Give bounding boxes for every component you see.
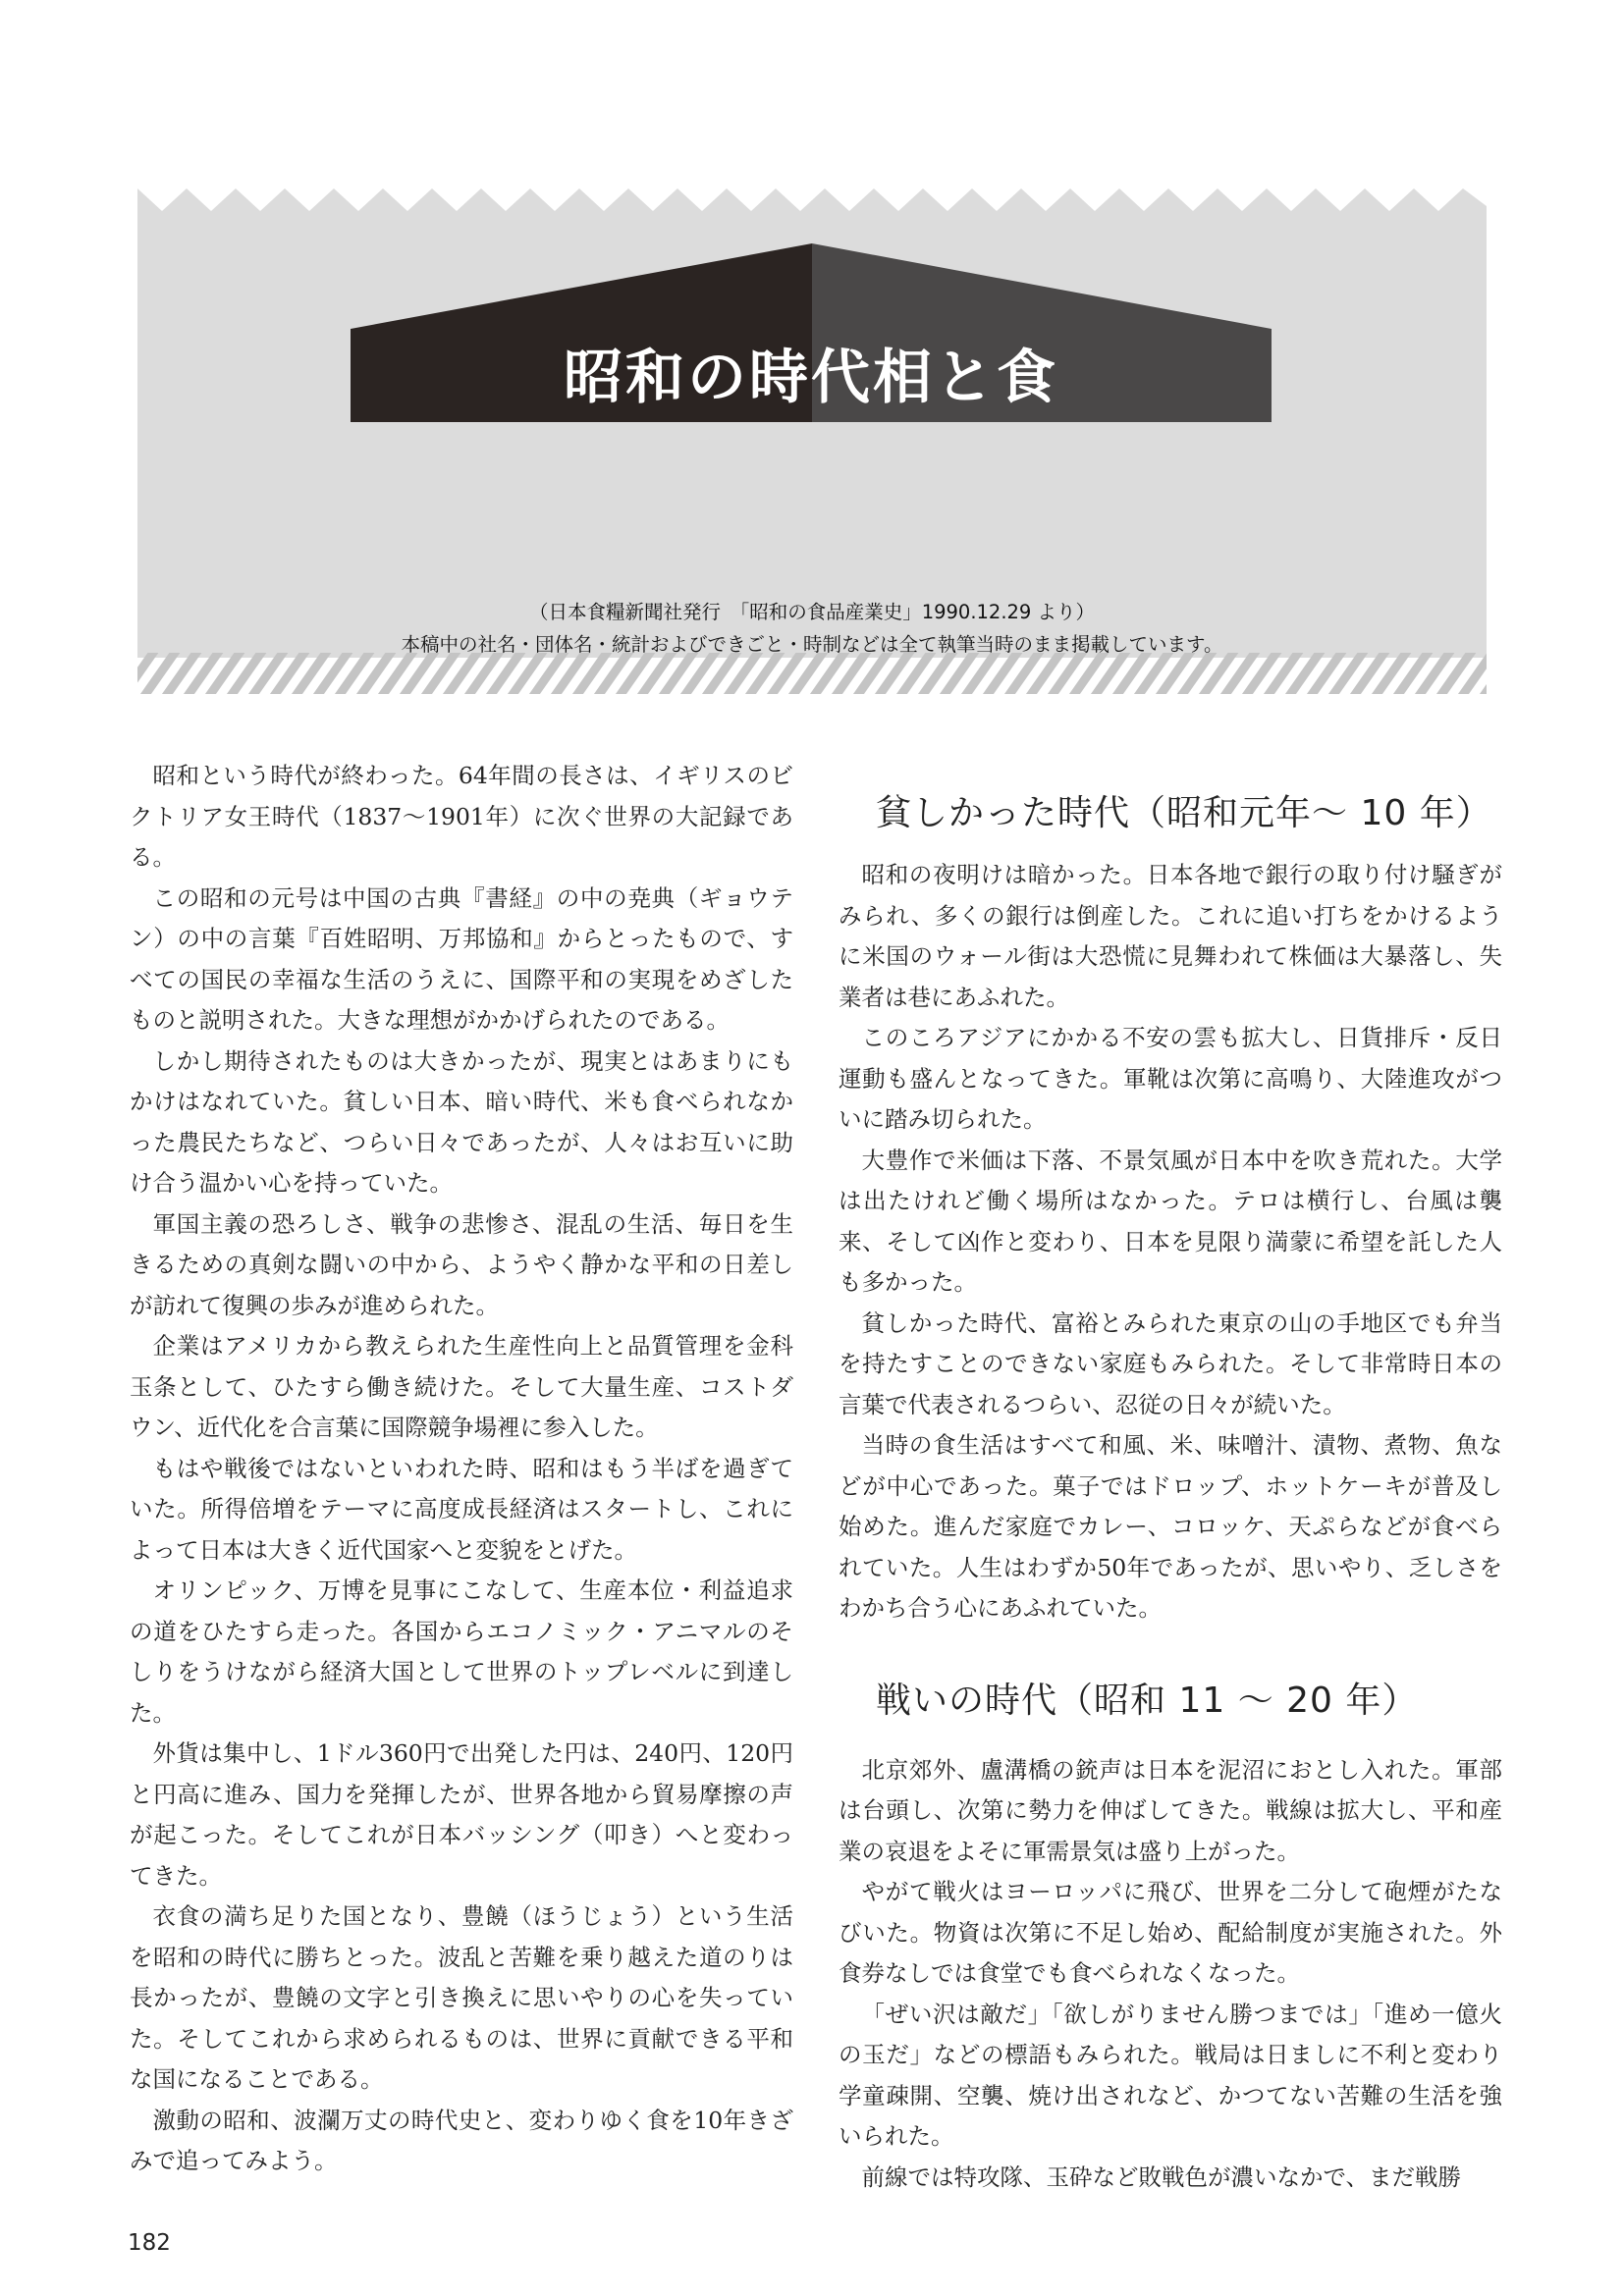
paragraph: 「ぜい沢は敵だ」「欲しがりません勝つまでは」「進め一億火の玉だ」などの標語もみられた。戦局は日ましに不利と変わり学童疎開、空襲、焼け出されなど、かつてない苦難の生活を強いられた。 bbox=[839, 2000, 1502, 2150]
paragraph: 昭和という時代が終わった。64年間の長さは、イギリスのビクトリア女王時代（1837～1901年）に次ぐ世界の大記録である。 bbox=[130, 762, 793, 871]
paragraph: 北京郊外、盧溝橋の銃声は日本を泥沼におとし入れた。軍部は台頭し、次第に勢力を伸ばしてきた。戦線は拡大し、平和産業の哀退をよそに軍需景気は盛り上がった。 bbox=[839, 1755, 1502, 1865]
paragraph: 企業はアメリカから教えられた生産性向上と品質管理を金科玉条として、ひたすら働き続けた。そして大量生産、コストダウン、近代化を合言葉に国際競争場裡に参入した。 bbox=[130, 1332, 793, 1441]
paragraph: 貧しかった時代、富裕とみられた東京の山の手地区でも弁当を持たすことのできない家庭もみられた。そして非常時日本の言葉で代表されるつらい、忍従の日々が続いた。 bbox=[839, 1308, 1502, 1418]
paragraph: オリンピック、万博を見事にこなして、生産本位・利益追求の道をひたすら走った。各国からエコノミック・アニマルのそしりをうけながら経済大国として世界のトップレベルに到達した。 bbox=[130, 1576, 793, 1727]
banner-stripe-band bbox=[137, 653, 1487, 694]
left-column bbox=[130, 756, 793, 2182]
paragraph: 激動の昭和、波瀾万丈の時代史と、変わりゆく食を10年きざみで追ってみよう。 bbox=[130, 2106, 793, 2174]
page-title: 昭和の時代相と食 bbox=[564, 344, 1058, 412]
paragraph: 前線では特攻隊、玉砕など敗戦色が濃いなかで、まだ戦勝 bbox=[861, 2163, 1462, 2191]
paragraph: 軍国主義の恐ろしさ、戦争の悲惨さ、混乱の生活、毎日を生きるための真剣な闘いの中から、ようやく静かな平和の日差しが訪れて復興の歩みが進められた。 bbox=[130, 1209, 793, 1319]
paragraph: 当時の食生活はすべて和風、米、味噌汁、漬物、煮物、魚などが中心であった。菓子ではドロップ、ホットケーキが普及し始めた。進んだ家庭でカレー、コロッケ、天ぷらなどが食べられていた。人生はわずか50年であったが、思いやり、乏しさをわかち合う心にあふれていた。 bbox=[839, 1431, 1502, 1622]
paragraph: しかし期待されたものは大きかったが、現実とはあまりにもかけはなれていた。貧しい日本、暗い時代、米も食べられなかった農民たちなど、つらい日々であったが、人々はお互いに助け合う温かい心を持っていた。 bbox=[130, 1046, 793, 1197]
paragraph: 衣食の満ち足りた国となり、豊饒（ほうじょう）という生活を昭和の時代に勝ちとった。波乱と苦難を乗り越えた道のりは長かったが、豊饒の文字と引き換えに思いやりの心を失っていた。そしてこれから求められるものは、世界に貢献できる平和な国になることである。 bbox=[130, 1902, 793, 2093]
paragraph: やがて戦火はヨーロッパに飛び、世界を二分して砲煙がたなびいた。物資は次第に不足し始め、配給制度が実施された。外食券なしでは食堂でも食べられなくなった。 bbox=[839, 1878, 1502, 1987]
paragraph: もはや戦後ではないといわれた時、昭和はもう半ばを過ぎていた。所得倍増をテーマに高度成長経済はスタートし、これによって日本は大きく近代国家へと変貌をとげた。 bbox=[130, 1454, 793, 1564]
paragraph: 昭和の夜明けは暗かった。日本各地で銀行の取り付け騒ぎがみられ、多くの銀行は倒産した。これに追い打ちをかけるように米国のウォール街は大恐慌に見舞われて株価は大暴落し、失業者は巷にあふれた。 bbox=[839, 861, 1502, 1011]
section-heading-poor-era: 貧しかった時代（昭和元年～ 10 年） bbox=[876, 793, 1492, 833]
paragraph: このころアジアにかかる不安の雲も拡大し、日貨排斥・反日運動も盛んとなってきた。軍靴は次第に高鳴り、大陸進攻がついに踏み切られた。 bbox=[839, 1024, 1502, 1133]
page-number: 182 bbox=[128, 2230, 171, 2256]
source-citation: （日本食糧新聞社発行 「昭和の食品産業史」1990.12.29 より） bbox=[528, 601, 1096, 623]
paragraph: 大豊作で米価は下落、不景気風が日本中を吹き荒れた。大学は出たけれど働く場所はなかった。テロは横行し、台風は襲来、そして凶作と変わり、日本を見限り満蒙に希望を託した人も多かった。 bbox=[839, 1146, 1502, 1296]
section-heading-war-era: 戦いの時代（昭和 11 ～ 20 年） bbox=[876, 1680, 1419, 1721]
paragraph: 外貨は集中し、1ドル360円で出発した円は、240円、120円と円高に進み、国力を発揮したが、世界各地から貿易摩擦の声が起こった。そしてこれが日本バッシング（叩き）へと変わってきた。 bbox=[130, 1739, 793, 1890]
editorial-note: 本稿中の社名・団体名・統計およびできごと・時制などは全て執筆当時のまま掲載しています。 bbox=[401, 633, 1223, 656]
paragraph: この昭和の元号は中国の古典『書経』の中の尭典（ギョウテン）の中の言葉『百姓昭明、万邦協和』からとったもので、すべての国民の幸福な生活のうえに、国際平和の実現をめざしたものと説明された。大きな理想がかかげられたのである。 bbox=[130, 883, 793, 1034]
right-column bbox=[839, 756, 1502, 2198]
